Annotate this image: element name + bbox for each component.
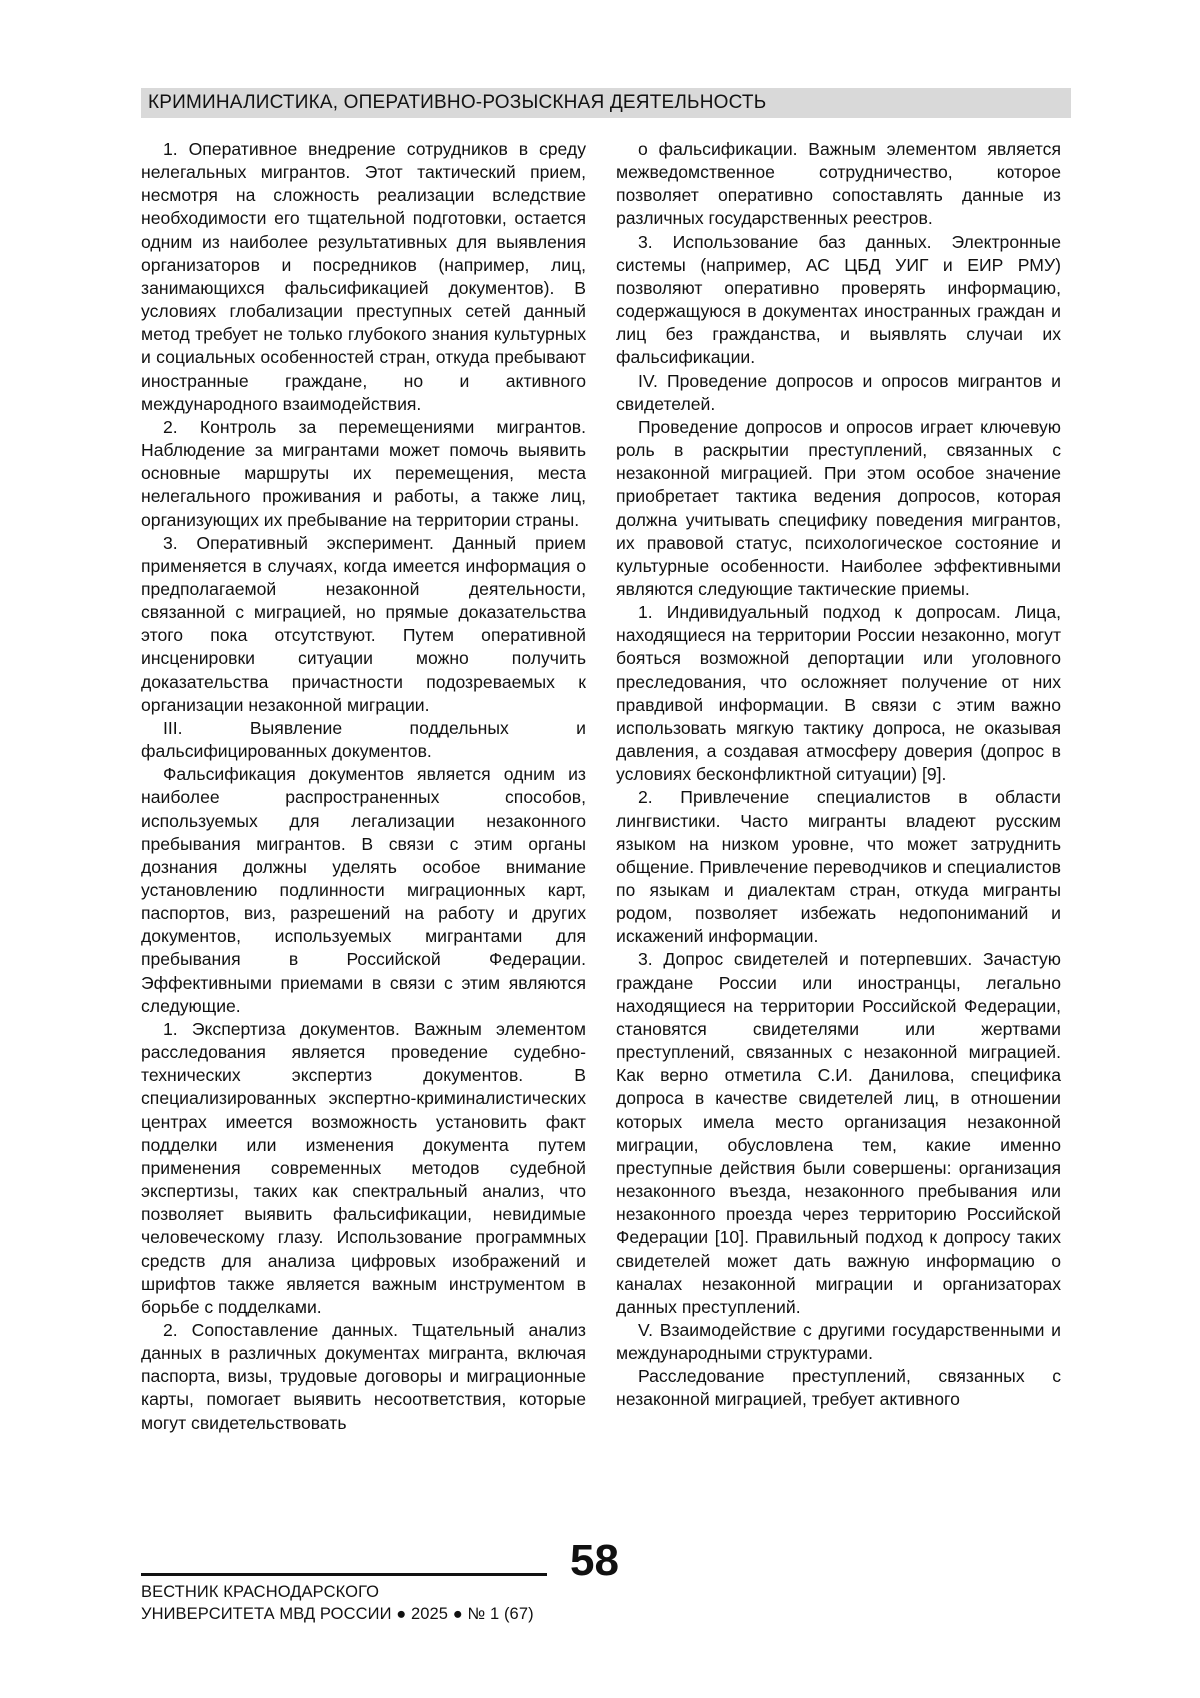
- footer-divider: [141, 1573, 547, 1576]
- journal-title-line2: УНИВЕРСИТЕТА МВД РОССИИ ● 2025 ● № 1 (67): [141, 1605, 534, 1623]
- paragraph: 1. Оперативное внедрение сотрудников в среду нелегальных мигрантов. Этот тактический прием, несмотря на сложность реализации вследствие необходимости его тщательной подготовки, остается одним из наиболее результативных для выявления организаторов и посредников (например, лиц, занимающихся фальсификацией документов). В условиях глобализации преступных сетей данный метод требует не только глубокого знания культурных и социальных особенностей стран, откуда пребывают иностранные граждане, но и активного международного взаимодействия.: [141, 139, 586, 414]
- paragraph-heading: IV. Проведение допросов и опросов мигрантов и свидетелей.: [616, 370, 1061, 414]
- paragraph: 2. Привлечение специалистов в области лингвистики. Часто мигранты владеют русским языком на низком уровне, что может затруднить общение. Привлечение переводчиков и специалистов по языкам и диалектам стран, откуда мигранты родом, позволяет избежать недопониманий и искажений информации.: [616, 787, 1061, 947]
- paragraph: 3. Оперативный эксперимент. Данный прием применяется в случаях, когда имеется информация о предполагаемой незаконной деятельности, связанной с миграцией, но прямые доказательства этого пока отсутствуют. Путем оперативной инсценировки ситуации можно получить доказательства причастности подозреваемых к организации незаконной миграции.: [141, 532, 586, 715]
- paragraph: 1. Экспертиза документов. Важным элементом расследования является проведение судебно-технических экспертиз документов. В специализированных экспертно-криминалистических центрах имеется возможность установить факт подделки или изменения документа путем применения современных методов судебной экспертизы, таких как спектральный анализ, что позволяет выявить фальсификации, невидимые человеческому глазу. Использование программных средств для анализа цифровых изображений и шрифтов также является важным инструментом в борьбе с подделками.: [141, 1018, 586, 1317]
- paragraph: 2. Контроль за перемещениями мигрантов. Наблюдение за мигрантами может помочь выявить основные маршруты их перемещения, места нелегального проживания и работы, а также лиц, организующих их пребывание на территории страны.: [141, 416, 586, 530]
- section-title: КРИМИНАЛИСТИКА, ОПЕРАТИВНО-РОЗЫСКНАЯ ДЕЯТЕЛЬНОСТЬ: [148, 92, 767, 113]
- page-number: 58: [570, 1536, 619, 1585]
- paragraph: о фальсификации. Важным элементом является межведомственное сотрудничество, которое позволяет оперативно сопоставлять данные из различных государственных реестров.: [616, 139, 1061, 229]
- journal-title-line1: ВЕСТНИК КРАСНОДАРСКОГО: [141, 1583, 380, 1601]
- paragraph: Расследование преступлений, связанных с незаконной миграцией, требует активного: [616, 1366, 1061, 1410]
- paragraph: Фальсификация документов является одним из наиболее распространенных способов, используемых для легализации незаконного пребывания мигрантов. В связи с этим органы дознания должны уделять особое внимание установлению подлинности миграционных карт, паспортов, виз, разрешений на работу и других документов, используемых мигрантами для пребывания в Российской Федерации. Эффективными приемами в связи с этим являются следующие.: [141, 764, 586, 1016]
- paragraph: 2. Сопоставление данных. Тщательный анализ данных в различных документах мигранта, включая паспорта, визы, трудовые договоры и миграционные карты, помогает выявить несоответствия, которые могут свидетельствовать: [141, 1319, 586, 1433]
- paragraph: 1. Индивидуальный подход к допросам. Лица, находящиеся на территории России незаконно, могут бояться возможной депортации или уголовного преследования, что осложняет получение от них правдивой информации. В связи с этим важно использовать мягкую тактику допроса, не оказывая давления, а создавая атмосферу доверия (допрос в условиях бесконфликтной ситуации) [9].: [616, 602, 1061, 785]
- paragraph: 3. Использование баз данных. Электронные системы (например, АС ЦБД УИГ и ЕИР РМУ) позволяют оперативно проверять информацию, содержащуюся в документах иностранных граждан и лиц без гражданства, и выявлять случаи их фальсификации.: [616, 231, 1061, 368]
- paragraph-heading: V. Взаимодействие с другими государственными и международными структурами.: [616, 1319, 1061, 1364]
- paragraph-heading: III. Выявление поддельных и фальсифицированных документов.: [141, 717, 586, 762]
- paragraph: 3. Допрос свидетелей и потерпевших. Зачастую граждане России или иностранцы, легально находящиеся на территории Российской Федерации, становятся свидетелями или жертвами преступлений, связанных с незаконной миграцией. Как верно отметила С.И. Данилова, специфика допроса в качестве свидетелей лиц, в отношении которых имела место организация незаконной миграции, обусловлена тем, какие именно преступные действия были совершены: организация незаконного въезда, незаконного пребывания или незаконного проезда через территорию Российской Федерации [10]. Правильный подход к допросу таких свидетелей может дать важную информацию о каналах незаконной миграции и организаторах данных преступлений.: [616, 949, 1061, 1317]
- left-column: [141, 138, 586, 1435]
- right-column: [616, 138, 1061, 1412]
- paragraph: Проведение допросов и опросов играет ключевую роль в раскрытии преступлений, связанных с незаконной миграцией. При этом особое значение приобретает тактика ведения допросов, которая должна учитывать специфику поведения мигрантов, их правовой статус, психологическое состояние и культурные особенности. Наиболее эффективными являются следующие тактические приемы.: [616, 416, 1061, 599]
